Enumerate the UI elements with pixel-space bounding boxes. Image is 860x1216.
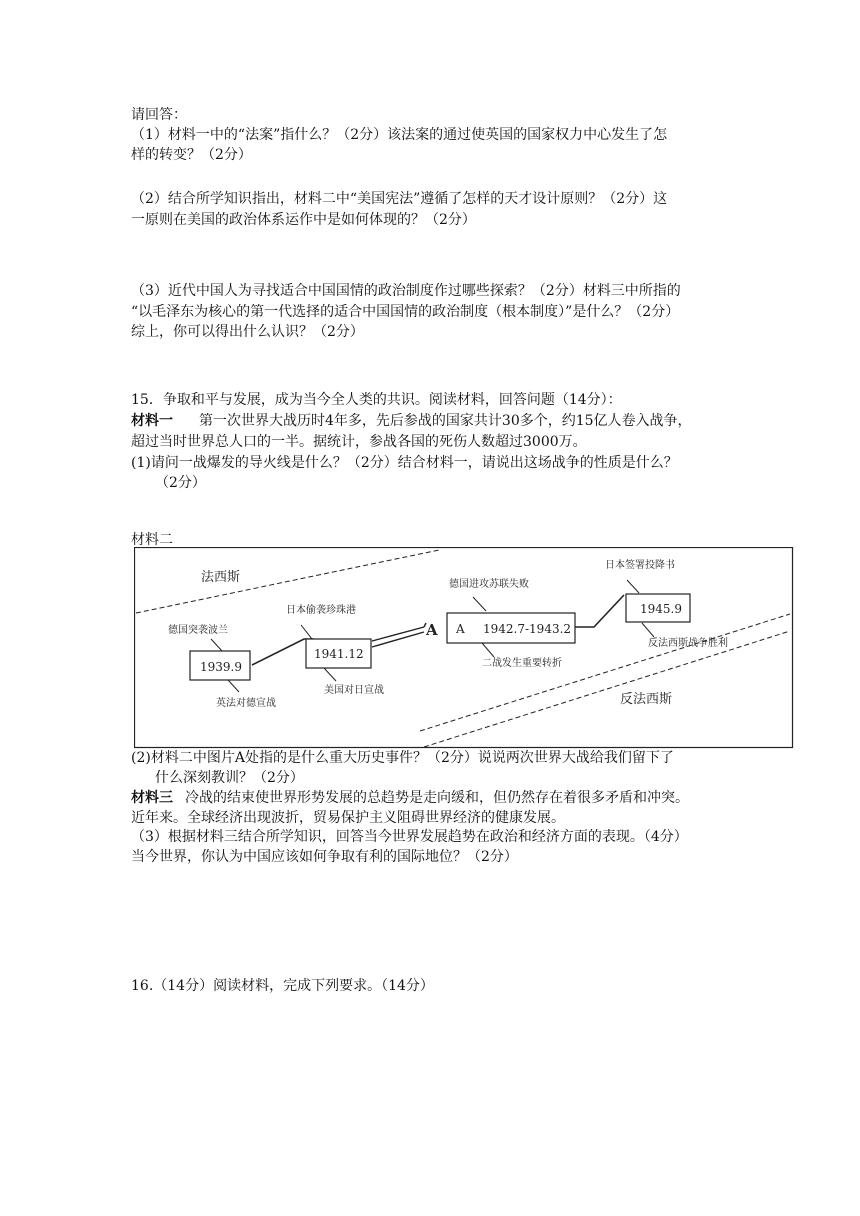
material1-line2: 超过当时世界总人口的一半。据统计，参战各国的死伤人数超过3000万。 [131, 434, 587, 450]
pearl-harbor-label: 日本偷袭珍珠港 [286, 605, 356, 616]
q14-part2-line1: （2）结合所学知识指出，材料二中“美国宪法”遵循了怎样的天才设计原则？（2分）这 [131, 191, 668, 207]
q14-part3-line1: （3）近代中国人为寻找适合中国国情的政治制度作过哪些探索？（2分）材料三中所指的 [131, 283, 681, 299]
q15-part1-line2: （2分） [155, 475, 206, 491]
material1-line1 [131, 411, 692, 431]
date-box-1941: 1941.12 [314, 647, 364, 661]
turning-point-label: 二战发生重要转折 [482, 658, 562, 669]
q14-part3-line3: 综上，你可以得出什么认识？（2分） [131, 324, 364, 340]
q14-part3-line2: “以毛泽东为核心的第一代选择的适合中国国情的政治制度（根本制度）”是什么？（2分） [131, 304, 680, 320]
victory-label: 反法西斯战争胜利 [648, 638, 728, 649]
material1-label: 材料一 [131, 413, 173, 429]
date-box-1942: 1942.7-1943.2 [483, 622, 572, 636]
q15-part3-line2: 当今世界，你认为中国应该如何争取有利的国际地位？（2分） [131, 849, 518, 865]
material3-line2: 近年来。全球经济出现波折，贸易保护主义阻碍世界经济的健康发展。 [131, 810, 565, 826]
uk-france-war-label: 英法对德宣战 [216, 698, 276, 709]
ww2-timeline-diagram [134, 547, 794, 749]
date-box-1939: 1939.9 [200, 660, 242, 674]
date-box-1945: 1945.9 [640, 602, 682, 616]
material1-text1: 第一次世界大战历时4年多，先后参战的国家共计30多个，约15亿人卷入战争， [199, 413, 692, 429]
marker-a-outer: A [426, 621, 438, 639]
intro-text: 请回答： [131, 107, 187, 123]
q15-part2-line1: (2)材料二中图片A处指的是什么重大历史事件？（2分）说说两次世界大战给我们留下了 [131, 750, 674, 766]
material3-line1 [131, 788, 689, 808]
marker-a-inner: A [456, 622, 465, 636]
material3-text1: 冷战的结束使世界形势发展的总趋势是走向缓和，但仍然存在着很多矛盾和冲突。 [185, 790, 689, 806]
material3-label: 材料三 [131, 790, 173, 806]
ussr-defeat-label: 德国进攻苏联失败 [449, 579, 529, 590]
q15-part3-line1: （3）根据材料三结合所学知识，回答当今世界发展趋势在政治和经济方面的表现。（4分） [131, 829, 688, 845]
us-war-japan-label: 美国对日宣战 [324, 685, 384, 696]
q14-part1-line2: 样的转变？（2分） [131, 147, 252, 163]
q14-part1-line1: （1）材料一中的“法案”指什么？（2分）该法案的通过使英国的国家权力中心发生了怎 [131, 127, 668, 143]
material2-label: 材料二 [131, 532, 173, 548]
fascist-label: 法西斯 [201, 570, 241, 585]
q14-part2-line2: 一原则在美国的政治体系运作中是如何体现的？（2分） [131, 212, 476, 228]
q15-title: 15．争取和平与发展，成为当今全人类的共识。阅读材料，回答问题（14分）： [131, 392, 622, 408]
q15-part2-line2: 什么深刻教训？（2分） [155, 770, 304, 786]
q16-title: 16.（14分）阅读材料，完成下列要求。（14分） [131, 978, 434, 994]
japan-surrender-label: 日本签署投降书 [605, 560, 675, 571]
anti-fascist-label: 反法西斯 [620, 692, 673, 707]
germany-poland-label: 德国突袭波兰 [168, 625, 228, 636]
q15-part1-line1: (1)请问一战爆发的导火线是什么？（2分）结合材料一，请说出这场战争的性质是什么？ [131, 455, 678, 471]
